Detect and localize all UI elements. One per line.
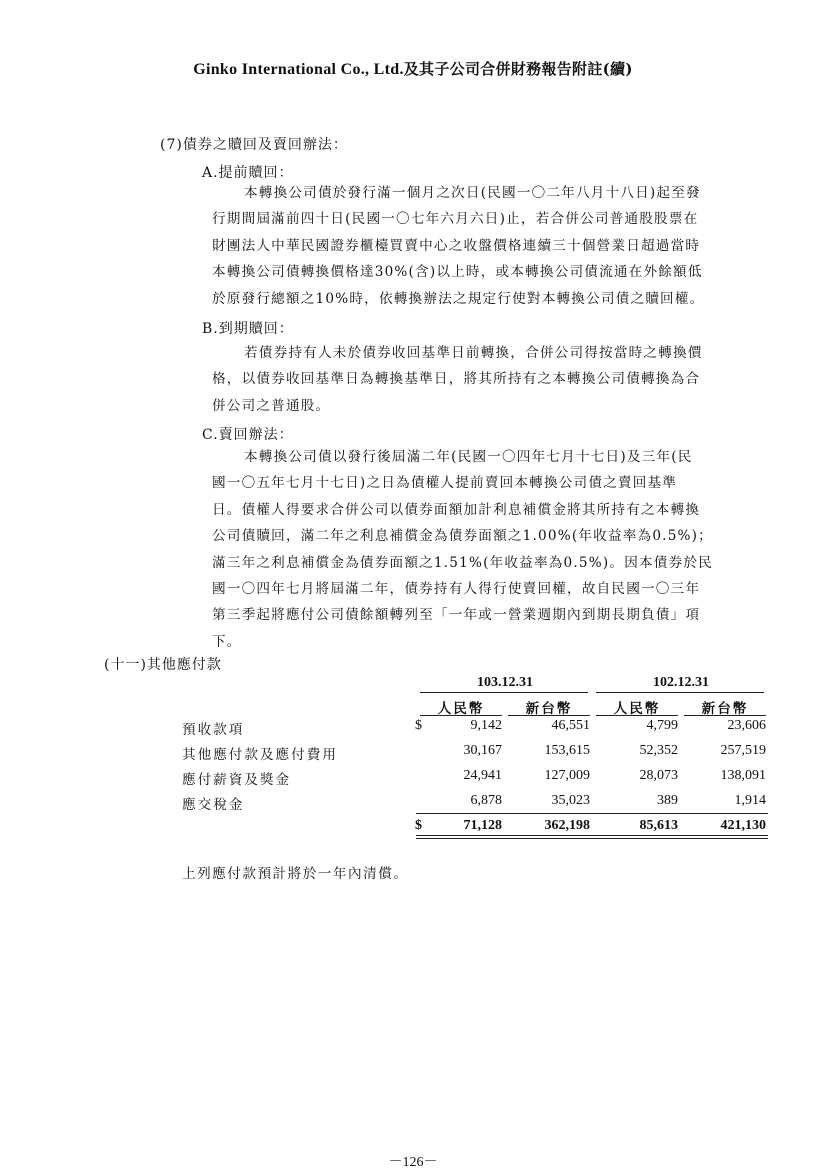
header-title-en: Ginko International Co., Ltd.	[193, 61, 404, 78]
paragraph-line: 第三季起將應付公司債餘額轉列至「一年或一營業週期內到期長期負債」項	[212, 607, 701, 624]
dollar-sign: $	[415, 718, 422, 733]
year-header-102: 102.12.31	[653, 675, 709, 690]
paragraph-line: 格，以債券收回基準日為轉換基準日，將其所持有之本轉換公司債轉換為合	[212, 371, 701, 388]
currency-rmb-103: 人民幣	[437, 701, 485, 717]
section-11-title: (十一)其他應付款	[104, 657, 222, 673]
header-title-zh: 及其子公司合併財務報告附註(續)	[403, 60, 633, 78]
table-cell: 35,023	[551, 793, 590, 808]
payables-note: 上列應付款預計將於一年內清償。	[182, 866, 409, 882]
paragraph-line: 行期間屆滿前四十日(民國一〇七年六月六日)止，若合併公司普通股股票在	[212, 211, 699, 228]
paragraph-line: 併公司之普通股。	[212, 397, 331, 414]
table-cell: 127,009	[544, 768, 590, 783]
currency-underline	[508, 715, 590, 716]
paragraph-line: 公司債贖回，滿二年之利息補償金為債券面額之1.00%(年收益率為0.5%)；	[212, 528, 713, 545]
paragraph-line: 若債券持有人未於債券收回基準日前轉換，合併公司得按當時之轉換價	[244, 345, 703, 361]
total-double-rule-top	[416, 835, 768, 836]
table-row-label: 預收款項	[182, 722, 245, 738]
total-dollar-sign: $	[415, 818, 422, 833]
paragraph-line: 本轉換公司債轉換價格達30%(含)以上時，或本轉換公司債流通在外餘額低	[212, 264, 703, 281]
table-cell: 6,878	[470, 793, 502, 808]
currency-twd-102: 新台幣	[701, 701, 749, 717]
currency-twd-103: 新台幣	[525, 701, 573, 717]
paragraph-line: 滿三年之利息補償金為債券面額之1.51%(年收益率為0.5%)。因本債券於民	[212, 554, 713, 571]
table-cell: 23,606	[727, 718, 766, 733]
paragraph-line: 本轉換公司債以發行後屆滿二年(民國一〇四年七月十七日)及三年(民	[244, 449, 693, 465]
paragraph-line: 下。	[212, 633, 242, 650]
currency-underline	[684, 715, 766, 716]
table-cell: 30,167	[463, 743, 502, 758]
paragraph-line: 國一〇五年七月十七日)之日為債權人提前賣回本轉換公司債之賣回基準	[212, 475, 678, 492]
table-cell: 9,142	[470, 718, 502, 733]
subsection-a-paragraph	[212, 180, 768, 312]
subsection-b-title: B.到期贖回：	[202, 321, 294, 337]
subsection-a-title: A.提前贖回：	[202, 165, 294, 181]
total-cell: 421,130	[720, 818, 766, 833]
page-header	[0, 58, 826, 79]
total-cell: 362,198	[544, 818, 590, 833]
currency-underline	[596, 715, 678, 716]
currency-rmb-102: 人民幣	[613, 701, 661, 717]
table-cell: 1,914	[734, 793, 766, 808]
total-double-rule-bottom	[416, 838, 768, 839]
section-7-title: (7)債券之贖回及賣回辦法：	[160, 137, 348, 153]
table-cell: 4,799	[646, 718, 678, 733]
table-row-label: 其他應付款及應付費用	[182, 747, 338, 763]
page-number: －126－	[388, 1155, 438, 1170]
total-cell: 85,613	[639, 818, 678, 833]
subsection-c-title: C.賣回辦法：	[202, 427, 294, 443]
table-row-label: 應付薪資及獎金	[182, 772, 292, 788]
table-cell: 52,352	[639, 743, 678, 758]
year-header-103: 103.12.31	[477, 675, 533, 690]
paragraph-line: 財團法人中華民國證券櫃檯買賣中心之收盤價格連續三十個營業日超過當時	[212, 237, 701, 254]
table-cell: 389	[657, 793, 678, 808]
total-cell: 71,128	[463, 818, 502, 833]
subsection-b-paragraph	[212, 340, 768, 419]
paragraph-line: 本轉換公司債於發行滿一個月之次日(民國一〇二年八月十八日)起至發	[244, 185, 701, 201]
year-underline-103	[420, 692, 588, 693]
table-cell: 28,073	[639, 768, 678, 783]
table-cell: 24,941	[463, 768, 502, 783]
paragraph-line: 於原發行總額之10%時，依轉換辦法之規定行使對本轉換公司債之贖回權。	[212, 290, 705, 307]
currency-underline	[420, 715, 502, 716]
subtotal-rule	[416, 813, 768, 814]
table-cell: 257,519	[720, 743, 766, 758]
year-underline-102	[596, 692, 764, 693]
paragraph-line: 日。債權人得要求合併公司以債券面額加計利息補償金將其所持有之本轉換	[212, 501, 701, 518]
table-row-label: 應交稅金	[182, 797, 245, 813]
paragraph-line: 國一〇四年七月將屆滿二年，債券持有人得行使賣回權，故自民國一〇三年	[212, 581, 701, 598]
table-cell: 46,551	[551, 718, 590, 733]
subsection-c-paragraph	[212, 444, 768, 655]
table-cell: 138,091	[720, 768, 766, 783]
table-cell: 153,615	[544, 743, 590, 758]
